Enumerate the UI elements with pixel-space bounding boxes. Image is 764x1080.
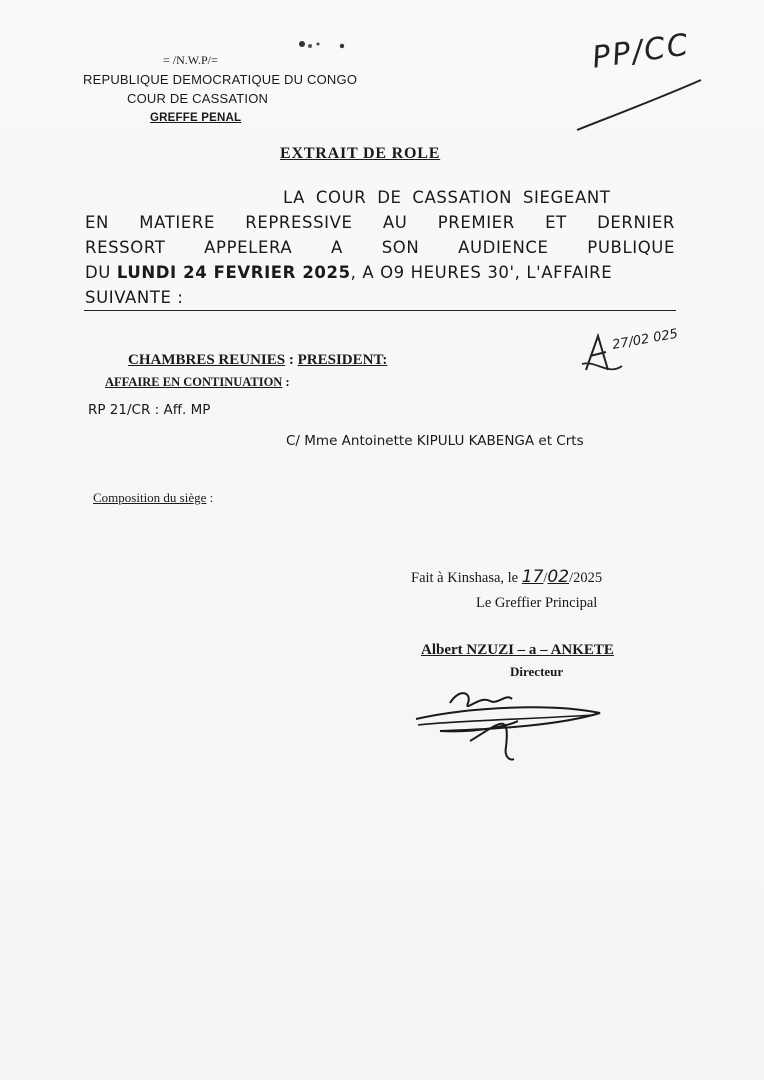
ink-smudge-mark xyxy=(296,38,356,54)
handwritten-underline xyxy=(575,75,705,135)
composition-separator: : xyxy=(206,490,214,505)
intro-line-3-text: RESSORT APPELERA A SON AUDIENCE PUBLIQUE xyxy=(85,238,675,257)
handwritten-note: PP/CC xyxy=(590,27,693,76)
handwritten-signature xyxy=(410,685,610,765)
place-date-line: Fait à Kinshasa, le 17/02/2025 xyxy=(411,567,603,587)
signatory-role: Le Greffier Principal xyxy=(476,595,598,611)
intro-line-5: SUIVANTE : xyxy=(85,288,184,307)
intro-line-2 xyxy=(85,213,675,232)
president-label: PRESIDENT: xyxy=(297,352,388,368)
handwritten-stamp-date-text: 27/02 025 xyxy=(611,326,680,353)
intro-line-3 xyxy=(85,238,675,257)
case-defendant: C/ Mme Antoinette KIPULU KABENGA et Crts xyxy=(286,433,584,449)
case-number: RP 21/CR : Aff. MP xyxy=(88,402,211,418)
place-prefix: Fait à Kinshasa, le xyxy=(411,570,522,586)
hearing-date: LUNDI 24 FEVRIER 2025 xyxy=(116,263,351,282)
composition-line xyxy=(93,490,213,506)
chambers-line xyxy=(128,352,387,369)
signatory-title: Directeur xyxy=(510,664,564,679)
handwritten-month: 02 xyxy=(547,567,570,587)
intro-line-4-prefix: DU xyxy=(85,263,117,282)
chambers-separator: : xyxy=(285,352,298,368)
header-reference: = /N.W.P/= xyxy=(163,53,218,67)
intro-line-1: LA COUR DE CASSATION SIEGEANT xyxy=(283,188,611,207)
continuation-separator: : xyxy=(282,375,290,389)
intro-line-4-suffix: , A O9 HEURES 30', L'AFFAIRE xyxy=(350,263,613,282)
header-office: GREFFE PENAL xyxy=(150,112,242,124)
intro-line-2-text: EN MATIERE REPRESSIVE AU PREMIER ET DERNIER xyxy=(85,213,675,232)
date-year: /2025 xyxy=(569,570,603,586)
intro-line-4 xyxy=(85,263,612,282)
document-title: EXTRAIT DE ROLE xyxy=(280,145,441,162)
header-country: REPUBLIQUE DEMOCRATIQUE DU CONGO xyxy=(83,72,358,87)
signatory-name: Albert NZUZI – a – ANKETE xyxy=(421,642,614,658)
handwritten-day: 17 xyxy=(521,567,544,587)
header-court: COUR DE CASSATION xyxy=(127,91,269,106)
chambers-label: CHAMBRES REUNIES xyxy=(128,352,286,368)
continuation-line xyxy=(105,375,290,390)
intro-divider xyxy=(84,310,676,311)
continuation-label: AFFAIRE EN CONTINUATION xyxy=(105,375,283,389)
composition-label: Composition du siège xyxy=(93,490,207,505)
